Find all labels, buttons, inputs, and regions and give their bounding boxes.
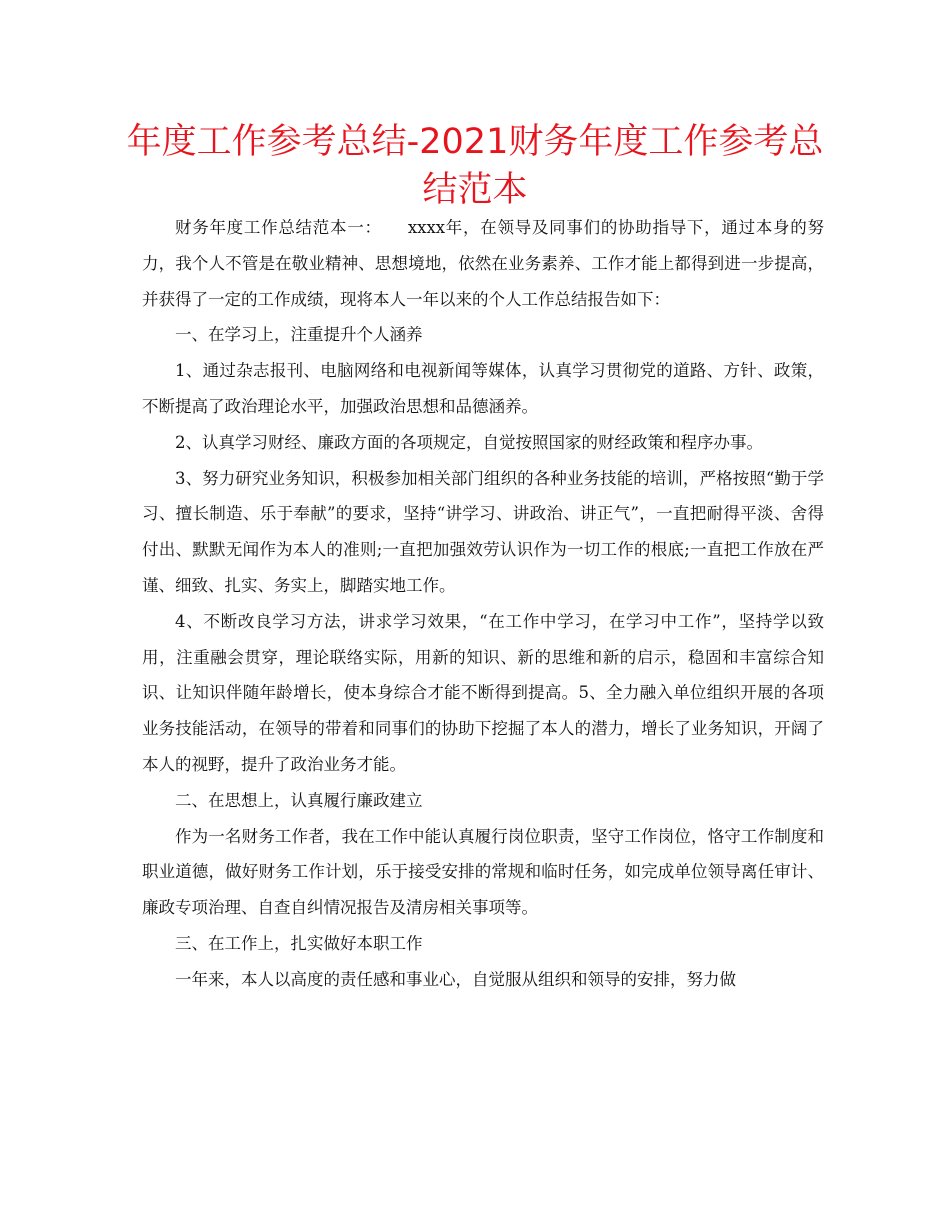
list-item-paragraph: 2、认真学习财经、廉政方面的各项规定，自觉按照国家的财经政策和程序办事。 — [175, 432, 763, 452]
document-body — [142, 210, 824, 998]
body-paragraph: 作为一名财务工作者，我在工作中能认真履行岗位职责，坚守工作岗位，恪守工作制度和职业道德，做好财务工作计划，乐于接受安排的常规和临时任务，如完成单位领导离任审计、廉政专项治理、自查自纠情况报告及清房相关事项等。 — [142, 826, 824, 918]
body-paragraph: 一年来，本人以高度的责任感和事业心，自觉服从组织和领导的安排，努力做 — [175, 969, 736, 989]
list-item-paragraph: 3、努力研究业务知识，积极参加相关部门组织的各种业务技能的培训，严格按照“勤于学习、擅长制造、乐于奉献”的要求，坚持“讲学习、讲政治、讲正气”，一直把耐得平淡、舍得付出、默默无闻作为本人的准则;一直把加强效劳认识作为一切工作的根底;一直把工作放在严谨、细致、扎实、务实上，脚踏实地工作。 — [142, 468, 824, 595]
list-item-paragraph: 1、通过杂志报刊、电脑网络和电视新闻等媒体，认真学习贯彻党的道路、方针、政策，不断提高了政治理论水平，加强政治思想和品德涵养。 — [142, 361, 824, 416]
intro-paragraph: 财务年度工作总结范本一： xxxx年，在领导及同事们的协助指导下，通过本身的努力，我个人不管是在敬业精神、思想境地，依然在业务素养、工作才能上都得到进一步提高，并获得了一定的工作成绩，现将本人一年以来的个人工作总结报告如下： — [142, 218, 824, 309]
section-heading-study: 一、在学习上，注重提升个人涵养 — [175, 325, 423, 345]
section-heading-thought: 二、在思想上，认真履行廉政建立 — [175, 790, 423, 810]
document-title: 年度工作参考总结-2021财务年度工作参考总结范本 — [126, 122, 824, 210]
list-item-paragraph: 4、不断改良学习方法，讲求学习效果，“在工作中学习，在学习中工作”，坚持学以致用，注重融会贯穿，理论联络实际，用新的知识、新的思维和新的启示，稳固和丰富综合知识、让知识伴随年龄增长，使本身综合才能不断得到提高。5、全力融入单位组织开展的各项业务技能活动，在领导的带着和同事们的协助下挖掘了本人的潜力，增长了业务知识，开阔了本人的视野，提升了政治业务才能。 — [142, 611, 824, 774]
section-heading-work: 三、在工作上，扎实做好本职工作 — [175, 933, 423, 953]
